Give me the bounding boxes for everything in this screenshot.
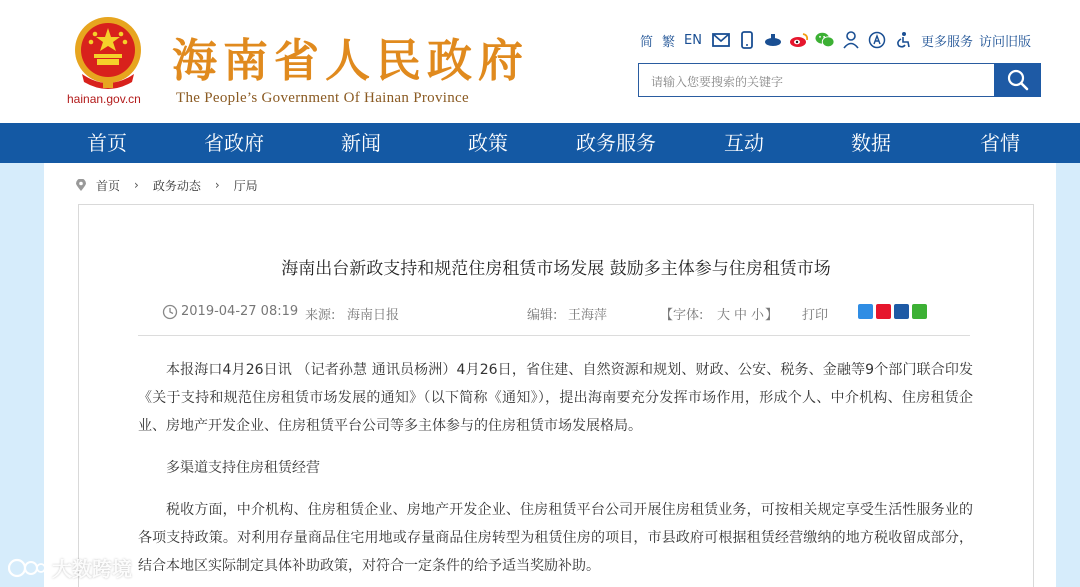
article-subheading: 多渠道支持住房租赁经营 — [166, 460, 320, 476]
article-title: 海南出台新政支持和规范住房租赁市场发展 鼓励多主体参与住房租赁市场 — [281, 259, 831, 279]
watermark — [8, 553, 132, 582]
nav-interaction[interactable]: 互动 — [724, 131, 764, 155]
elder-care-icon[interactable] — [893, 30, 913, 50]
weibo-icon[interactable] — [789, 30, 809, 50]
lang-english-link[interactable]: EN — [684, 32, 702, 48]
article-paragraph: 税收方面，中介机构、住房租赁企业、房地产开发企业、住房租赁平台公司开展住房租赁业务，可按相关规定享受生活性服务业的各项支持政策。对利用存量商品住宅用地或存量商品住房转型为租赁住房的项目，市县政府可根据租赁经营缴纳的地方税收留成部分，结合本地区实际制定具体补助政策，对符合一定条件的给予适当奖励补助。 — [138, 502, 973, 574]
location-pin-icon — [76, 179, 86, 192]
site-title[interactable]: 海南省人民政府 — [172, 34, 530, 87]
nav-home[interactable]: 首页 — [87, 131, 127, 155]
qzone-share-icon[interactable] — [858, 304, 873, 319]
site-header — [0, 0, 1080, 123]
search-input[interactable]: 请输入您要搜索的关键字 — [638, 63, 994, 97]
breadcrumb — [76, 176, 258, 194]
renren-share-icon[interactable] — [894, 304, 909, 319]
font-size-medium[interactable]: 中 — [734, 308, 748, 323]
clock-icon — [162, 304, 178, 320]
accessibility-icon[interactable] — [867, 30, 887, 50]
share-icons — [858, 304, 930, 319]
watermark-text: 大数跨境 — [52, 557, 132, 581]
breadcrumb-departments[interactable]: 厅局 — [233, 178, 258, 193]
article-editor: 王海萍 — [568, 308, 608, 323]
search-icon — [1007, 69, 1029, 91]
main-nav — [0, 123, 1080, 163]
mobile-icon[interactable] — [737, 30, 757, 50]
search-button[interactable] — [994, 63, 1041, 97]
lang-traditional-link[interactable]: 繁 — [662, 34, 676, 50]
nav-policy[interactable]: 政策 — [468, 131, 508, 155]
article-source: 海南日报 — [347, 308, 400, 323]
nav-news[interactable]: 新闻 — [341, 131, 381, 155]
nav-province-info[interactable]: 省情 — [980, 131, 1020, 155]
font-size-small[interactable]: 小 — [751, 308, 765, 323]
user-icon[interactable] — [841, 30, 861, 50]
more-services-link[interactable]: 更多服务 — [920, 34, 973, 50]
nav-government-services[interactable]: 政务服务 — [576, 131, 656, 155]
print-link[interactable]: 打印 — [802, 308, 829, 323]
top-links — [640, 30, 1040, 50]
meta-divider — [138, 335, 970, 336]
chevron-right-icon: › — [134, 178, 139, 192]
watermark-logo-icon — [8, 556, 46, 580]
site-subtitle: The People’s Government Of Hainan Province — [176, 90, 469, 106]
weibo-share-icon[interactable] — [876, 304, 891, 319]
wechat-share-icon[interactable] — [912, 304, 927, 319]
national-emblem-icon[interactable] — [70, 12, 146, 92]
nav-data[interactable]: 数据 — [851, 131, 891, 155]
chevron-right-icon: › — [214, 178, 220, 192]
old-version-link[interactable]: 访问旧版 — [979, 34, 1032, 50]
font-size-label: 【字体: — [660, 308, 704, 323]
breadcrumb-home[interactable]: 首页 — [96, 178, 121, 193]
breadcrumb-government-news[interactable]: 政务动态 — [152, 178, 201, 193]
font-size-large[interactable]: 大 — [717, 308, 731, 323]
font-size-bracket: 】 — [765, 308, 779, 323]
editor-label: 编辑: — [527, 308, 558, 323]
mail-icon[interactable] — [711, 30, 731, 50]
source-label: 来源: — [305, 308, 336, 323]
site-domain: hainan.gov.cn — [67, 92, 141, 106]
wechat-icon[interactable] — [815, 30, 835, 50]
article-paragraph: 本报海口4月26日讯 （记者孙慧 通讯员杨洲）4月26日，省住建、自然资源和规划、财政、公安、税务、金融等9个部门联合印发《关于支持和规范住房租赁市场发展的通知》（以下简称《通知》），提出海南要充分发挥市场作用，形成个人、中介机构、住房租赁企业、房地产开发企业、住房租赁平台公司等多主体参与的住房租赁市场发展格局。 — [138, 362, 973, 434]
lang-simplified-link[interactable]: 简 — [640, 34, 654, 50]
article-datetime: 2019-04-27 08:19 — [181, 304, 299, 319]
nav-provincial-government[interactable]: 省政府 — [204, 131, 264, 155]
weibo-like-icon[interactable] — [763, 30, 783, 50]
